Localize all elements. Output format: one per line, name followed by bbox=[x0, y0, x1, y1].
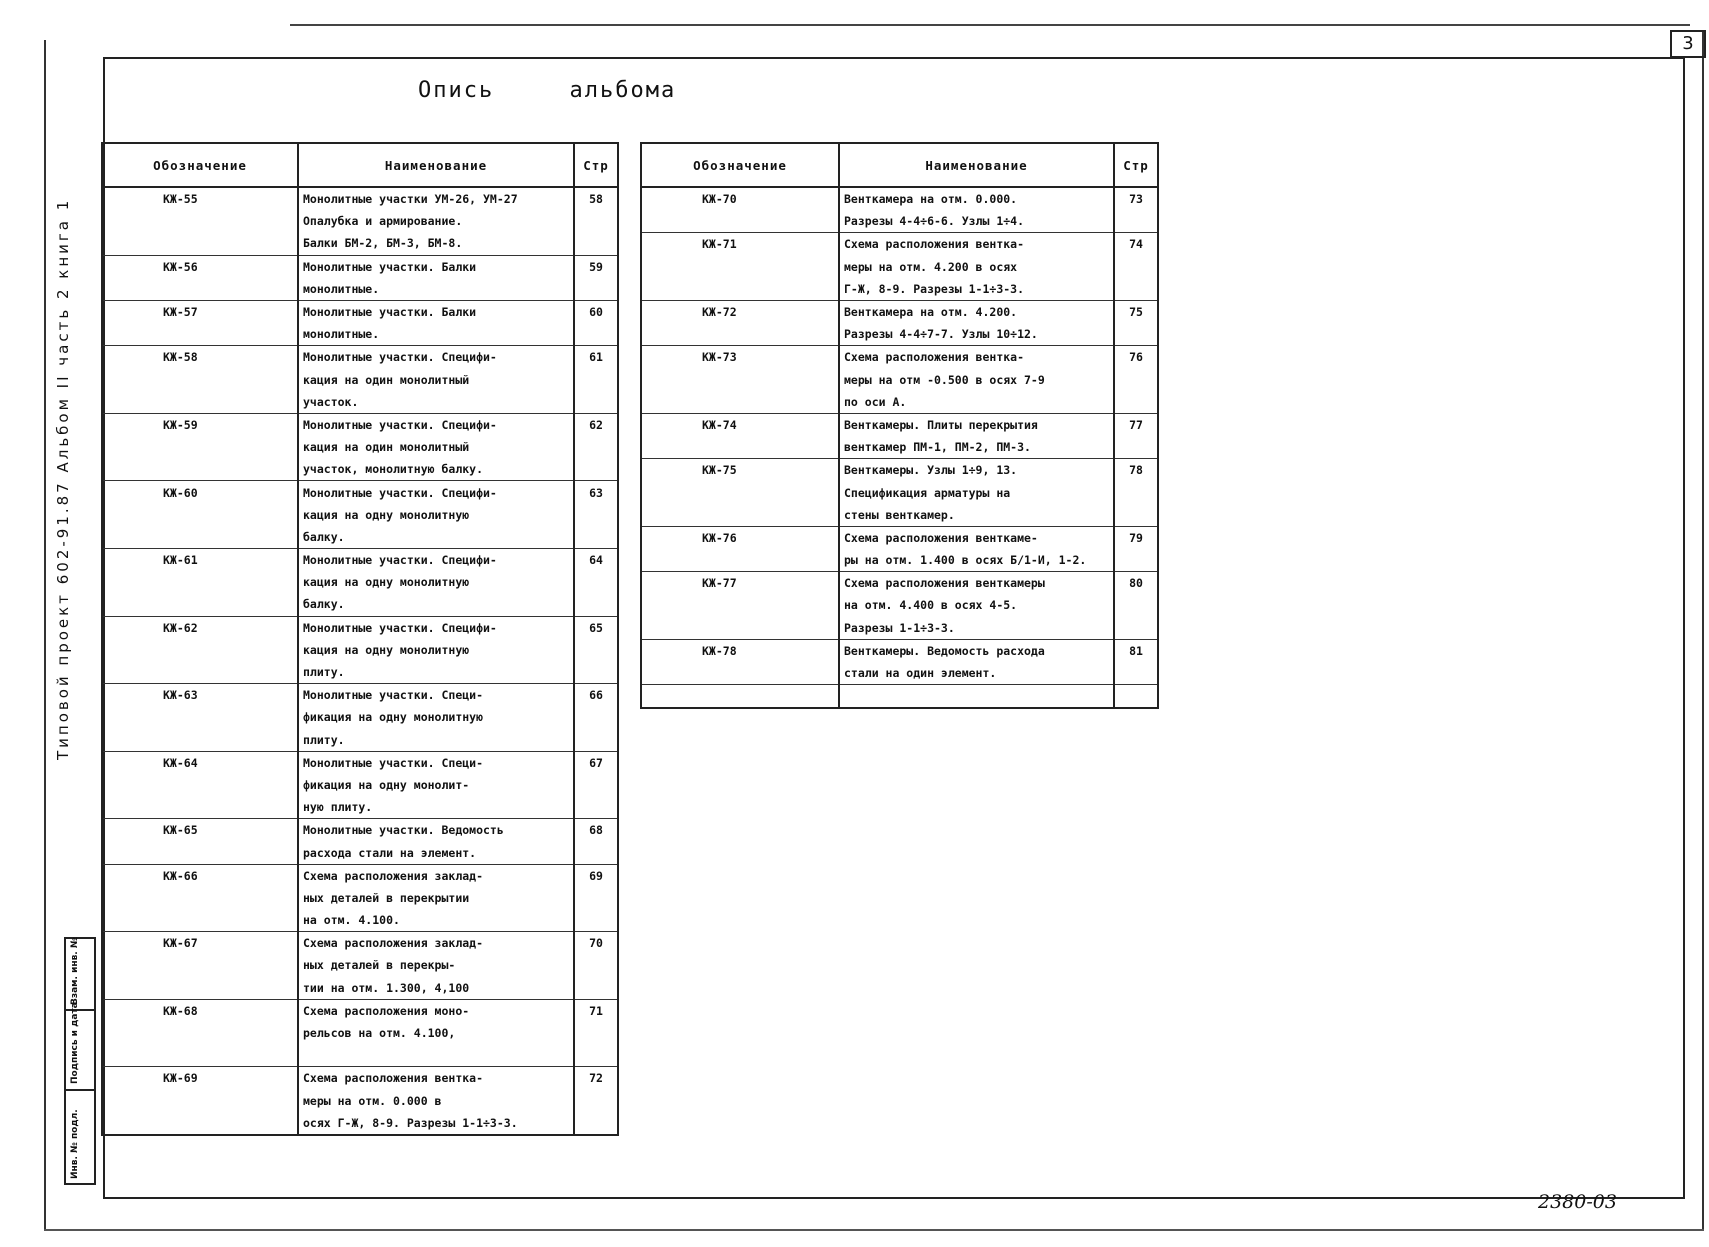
cell-page bbox=[1114, 256, 1158, 278]
bottom-border-line bbox=[44, 1229, 1704, 1231]
cell-page: 74 bbox=[1114, 233, 1158, 256]
table-row bbox=[102, 300, 618, 323]
table-row bbox=[102, 481, 618, 504]
cell-name: стали на один элемент. bbox=[839, 662, 1114, 685]
cell-name: плиту. bbox=[298, 729, 574, 752]
cell-name: Опалубка и армирование. bbox=[298, 210, 574, 232]
cell-page bbox=[1114, 210, 1158, 233]
cell-name: Монолитные участки. Специфи- bbox=[298, 616, 574, 639]
cell-name: участок. bbox=[298, 391, 574, 414]
cell-code: КЖ-56 bbox=[102, 255, 298, 278]
cell-code: КЖ-61 bbox=[102, 549, 298, 572]
cell-code bbox=[641, 278, 839, 301]
cell-name: балку. bbox=[298, 526, 574, 549]
cell-name: Схема расположения вентка- bbox=[298, 1067, 574, 1090]
cell-page bbox=[574, 1112, 618, 1135]
cell-name: Монолитные участки. Балки bbox=[298, 255, 574, 278]
cell-name: Схема расположения венткамеры bbox=[839, 572, 1114, 595]
title-word-2: альбома bbox=[569, 78, 677, 103]
cell-page bbox=[574, 1044, 618, 1067]
column-header-page: Стр bbox=[1114, 143, 1158, 187]
cell-page bbox=[1114, 391, 1158, 414]
cell-code bbox=[102, 458, 298, 481]
column-header-code: Обозначение bbox=[641, 143, 839, 187]
column-header-code: Обозначение bbox=[102, 143, 298, 187]
cell-page bbox=[574, 593, 618, 616]
table-row bbox=[102, 796, 618, 819]
table-row bbox=[102, 841, 618, 864]
cell-name: ры на отм. 1.400 в осях Б/1-И, 1-2. bbox=[839, 549, 1114, 572]
table-row bbox=[102, 436, 618, 458]
cell-name: ных деталей в перекры- bbox=[298, 954, 574, 976]
cell-name: монолитные. bbox=[298, 278, 574, 301]
table-row bbox=[102, 504, 618, 526]
cell-page bbox=[1114, 662, 1158, 685]
cell-name: на отм. 4.400 в осях 4-5. bbox=[839, 594, 1114, 616]
table-row bbox=[641, 549, 1158, 572]
cell-code bbox=[102, 729, 298, 752]
cell-page bbox=[574, 887, 618, 909]
cell-name: кация на одну монолитную bbox=[298, 639, 574, 661]
table-row bbox=[641, 526, 1158, 549]
cell-code bbox=[102, 706, 298, 728]
table-row bbox=[102, 278, 618, 301]
cell-name: по оси А. bbox=[839, 391, 1114, 414]
cell-page: 77 bbox=[1114, 413, 1158, 436]
cell-code: КЖ-67 bbox=[102, 932, 298, 955]
cell-name: Монолитные участки. Специфи- bbox=[298, 413, 574, 436]
table-row bbox=[102, 887, 618, 909]
cell-code bbox=[641, 436, 839, 459]
cell-name: меры на отм. 0.000 в bbox=[298, 1090, 574, 1112]
document-number: 2380-03 bbox=[1538, 1191, 1617, 1213]
cell-page: 69 bbox=[574, 864, 618, 887]
table-row bbox=[102, 706, 618, 728]
cell-code bbox=[641, 481, 839, 503]
left-border-line bbox=[44, 40, 46, 1230]
cell-page bbox=[574, 458, 618, 481]
cell-name: Разрезы 4-4÷6-6. Узлы 1÷4. bbox=[839, 210, 1114, 233]
top-border-line bbox=[290, 24, 1690, 26]
cell-page: 64 bbox=[574, 549, 618, 572]
cell-name: рельсов на отм. 4.100, bbox=[298, 1022, 574, 1044]
table-row bbox=[641, 323, 1158, 346]
cell-code: КЖ-60 bbox=[102, 481, 298, 504]
table-row bbox=[641, 594, 1158, 616]
cell-name: фикация на одну монолит- bbox=[298, 774, 574, 796]
cell-page bbox=[1114, 481, 1158, 503]
right-border-line bbox=[1702, 30, 1704, 1230]
cell-code: КЖ-76 bbox=[641, 526, 839, 549]
cell-code bbox=[102, 977, 298, 1000]
cell-name: монолитные. bbox=[298, 323, 574, 346]
cell-name: кация на одну монолитную bbox=[298, 504, 574, 526]
cell-code bbox=[102, 774, 298, 796]
cell-name: Венткамеры. Узлы 1÷9, 13. bbox=[839, 459, 1114, 482]
table-row bbox=[102, 549, 618, 572]
cell-code: КЖ-74 bbox=[641, 413, 839, 436]
sheet-number: 3 bbox=[1670, 30, 1706, 58]
cell-page bbox=[1114, 323, 1158, 346]
table-row bbox=[641, 300, 1158, 323]
cell-page bbox=[574, 639, 618, 661]
cell-name: Монолитные участки. Балки bbox=[298, 300, 574, 323]
table-row bbox=[641, 504, 1158, 527]
table-row bbox=[102, 819, 618, 842]
cell-code: КЖ-72 bbox=[641, 300, 839, 323]
cell-name: Разрезы 1-1÷3-3. bbox=[839, 617, 1114, 640]
cell-code: КЖ-73 bbox=[641, 346, 839, 369]
table-row bbox=[102, 458, 618, 481]
table-row bbox=[102, 661, 618, 684]
table-row bbox=[102, 1090, 618, 1112]
cell-name: Балки БМ-2, БМ-3, БМ-8. bbox=[298, 232, 574, 255]
cell-name: Спецификация арматуры на bbox=[839, 481, 1114, 503]
cell-code bbox=[102, 661, 298, 684]
cell-name: фикация на одну монолитную bbox=[298, 706, 574, 728]
cell-page bbox=[574, 1090, 618, 1112]
cell-code bbox=[102, 1090, 298, 1112]
cell-page: 70 bbox=[574, 932, 618, 955]
cell-code: КЖ-55 bbox=[102, 187, 298, 210]
cell-page bbox=[574, 526, 618, 549]
cell-name: Схема расположения вентка- bbox=[839, 233, 1114, 256]
cell-page: 78 bbox=[1114, 459, 1158, 482]
table-row bbox=[102, 187, 618, 210]
inventory-table-left bbox=[101, 142, 619, 1136]
cell-name: Венткамеры. Ведомость расхода bbox=[839, 639, 1114, 662]
cell-name: Монолитные участки УМ-26, УМ-27 bbox=[298, 187, 574, 210]
table-row bbox=[102, 1067, 618, 1090]
table-row bbox=[102, 774, 618, 796]
cell-page: 67 bbox=[574, 751, 618, 774]
cell-code bbox=[641, 210, 839, 233]
cell-page bbox=[574, 504, 618, 526]
cell-page bbox=[1114, 549, 1158, 572]
cell-code bbox=[102, 369, 298, 391]
cell-page: 66 bbox=[574, 684, 618, 707]
table-row bbox=[102, 571, 618, 593]
cell-name: Схема расположения заклад- bbox=[298, 932, 574, 955]
cell-code bbox=[641, 256, 839, 278]
cell-name: Монолитные участки. Специфи- bbox=[298, 346, 574, 369]
cell-code bbox=[102, 1112, 298, 1135]
cell-code bbox=[102, 232, 298, 255]
cell-name: Венткамера на отм. 4.200. bbox=[839, 300, 1114, 323]
table-row bbox=[641, 617, 1158, 640]
cell-page bbox=[574, 232, 618, 255]
cell-code bbox=[102, 954, 298, 976]
cell-page: 63 bbox=[574, 481, 618, 504]
table-row bbox=[102, 616, 618, 639]
cell-code: КЖ-65 bbox=[102, 819, 298, 842]
cell-code: КЖ-78 bbox=[641, 639, 839, 662]
table-row bbox=[641, 369, 1158, 391]
cell-code bbox=[641, 617, 839, 640]
table-row bbox=[641, 346, 1158, 369]
cell-code bbox=[102, 571, 298, 593]
table-row bbox=[102, 391, 618, 414]
cell-page bbox=[574, 571, 618, 593]
right-table-body bbox=[641, 187, 1158, 708]
cell-name: балку. bbox=[298, 593, 574, 616]
cell-page bbox=[574, 391, 618, 414]
table-row bbox=[102, 729, 618, 752]
table-row bbox=[102, 999, 618, 1022]
table-row bbox=[641, 662, 1158, 685]
cell-code bbox=[102, 796, 298, 819]
cell-code: КЖ-57 bbox=[102, 300, 298, 323]
cell-code: КЖ-62 bbox=[102, 616, 298, 639]
cell-name: ную плиту. bbox=[298, 796, 574, 819]
cell-page: 65 bbox=[574, 616, 618, 639]
table-row bbox=[641, 436, 1158, 459]
cell-page bbox=[574, 1022, 618, 1044]
table-row bbox=[102, 864, 618, 887]
stamp-label-inv: Инв. № подл. bbox=[70, 1109, 80, 1179]
table-row bbox=[641, 233, 1158, 256]
cell-page bbox=[1114, 594, 1158, 616]
table-row bbox=[641, 210, 1158, 233]
cell-page: 73 bbox=[1114, 187, 1158, 210]
cell-name: на отм. 4.100. bbox=[298, 909, 574, 932]
table-row bbox=[102, 346, 618, 369]
cell-code bbox=[102, 1044, 298, 1067]
cell-code bbox=[102, 526, 298, 549]
cell-name: Схема расположения вентка- bbox=[839, 346, 1114, 369]
table-row bbox=[641, 639, 1158, 662]
cell-page: 79 bbox=[1114, 526, 1158, 549]
stamp-label-sign: Подпись и дата bbox=[70, 1002, 80, 1084]
cell-code: КЖ-68 bbox=[102, 999, 298, 1022]
cell-name: кация на одну монолитную bbox=[298, 571, 574, 593]
cell-name: расхода стали на элемент. bbox=[298, 841, 574, 864]
cell-code: КЖ-71 bbox=[641, 233, 839, 256]
cell-page bbox=[574, 369, 618, 391]
cell-name: осях Г-Ж, 8-9. Разрезы 1-1÷3-3. bbox=[298, 1112, 574, 1135]
cell-page bbox=[574, 210, 618, 232]
cell-name: Схема расположения венткаме- bbox=[839, 526, 1114, 549]
table-row bbox=[102, 977, 618, 1000]
table-row bbox=[641, 685, 1158, 709]
cell-name: Венткамеры. Плиты перекрытия bbox=[839, 413, 1114, 436]
cell-name: Венткамера на отм. 0.000. bbox=[839, 187, 1114, 210]
cell-page bbox=[1114, 369, 1158, 391]
cell-code bbox=[641, 549, 839, 572]
table-row bbox=[102, 255, 618, 278]
table-row bbox=[102, 526, 618, 549]
column-header-page: Стр bbox=[574, 143, 618, 187]
cell-code bbox=[641, 662, 839, 685]
cell-code: КЖ-69 bbox=[102, 1067, 298, 1090]
table-row bbox=[102, 751, 618, 774]
table-row bbox=[102, 232, 618, 255]
cell-page: 76 bbox=[1114, 346, 1158, 369]
table-row bbox=[102, 323, 618, 346]
table-row bbox=[102, 1022, 618, 1044]
cell-code bbox=[102, 639, 298, 661]
cell-code: КЖ-64 bbox=[102, 751, 298, 774]
cell-name: Схема расположения заклад- bbox=[298, 864, 574, 887]
table-row bbox=[641, 187, 1158, 210]
cell-page bbox=[1114, 685, 1158, 709]
cell-name: Монолитные участки. Специ- bbox=[298, 684, 574, 707]
cell-name: Монолитные участки. Специфи- bbox=[298, 481, 574, 504]
page-title bbox=[418, 78, 736, 103]
cell-name bbox=[839, 685, 1114, 709]
cell-code bbox=[102, 887, 298, 909]
cell-code bbox=[102, 436, 298, 458]
cell-page bbox=[574, 954, 618, 976]
stamp-label-replace: Взам. инв. № bbox=[70, 937, 80, 1005]
table-row bbox=[641, 459, 1158, 482]
side-project-label: Типовой проект 602-91.87 Альбом II часть 2 книга 1 bbox=[54, 197, 72, 760]
table-row bbox=[641, 256, 1158, 278]
cell-code: КЖ-58 bbox=[102, 346, 298, 369]
cell-code bbox=[102, 841, 298, 864]
cell-name: Монолитные участки. Ведомость bbox=[298, 819, 574, 842]
cell-name: тии на отм. 1.300, 4,100 bbox=[298, 977, 574, 1000]
cell-name bbox=[298, 1044, 574, 1067]
cell-code bbox=[102, 1022, 298, 1044]
cell-name: кация на один монолитный bbox=[298, 369, 574, 391]
table-row bbox=[641, 278, 1158, 301]
title-word-1: Опись bbox=[418, 78, 495, 103]
cell-code bbox=[102, 593, 298, 616]
cell-page: 75 bbox=[1114, 300, 1158, 323]
cell-code: КЖ-59 bbox=[102, 413, 298, 436]
table-row bbox=[102, 1112, 618, 1135]
cell-page: 72 bbox=[574, 1067, 618, 1090]
cell-page: 71 bbox=[574, 999, 618, 1022]
cell-name: венткамер ПМ-1, ПМ-2, ПМ-3. bbox=[839, 436, 1114, 459]
cell-page: 58 bbox=[574, 187, 618, 210]
cell-page bbox=[574, 323, 618, 346]
cell-page: 59 bbox=[574, 255, 618, 278]
cell-code: КЖ-66 bbox=[102, 864, 298, 887]
cell-code bbox=[102, 909, 298, 932]
cell-name: плиту. bbox=[298, 661, 574, 684]
cell-name: Схема расположения моно- bbox=[298, 999, 574, 1022]
table-row bbox=[102, 210, 618, 232]
cell-code bbox=[102, 504, 298, 526]
table-row bbox=[102, 369, 618, 391]
inventory-table-right bbox=[640, 142, 1159, 709]
cell-page: 62 bbox=[574, 413, 618, 436]
column-header-name: Наименование bbox=[839, 143, 1114, 187]
cell-code bbox=[102, 391, 298, 414]
cell-page bbox=[574, 661, 618, 684]
cell-code bbox=[102, 278, 298, 301]
table-row bbox=[102, 1044, 618, 1067]
cell-page bbox=[574, 977, 618, 1000]
table-row bbox=[102, 639, 618, 661]
table-row bbox=[102, 684, 618, 707]
cell-page bbox=[1114, 504, 1158, 527]
cell-page bbox=[574, 706, 618, 728]
cell-page bbox=[1114, 617, 1158, 640]
cell-page bbox=[574, 841, 618, 864]
cell-code bbox=[641, 685, 839, 709]
cell-code bbox=[102, 210, 298, 232]
cell-name: кация на один монолитный bbox=[298, 436, 574, 458]
cell-page bbox=[574, 436, 618, 458]
cell-code: КЖ-63 bbox=[102, 684, 298, 707]
cell-name: Монолитные участки. Специ- bbox=[298, 751, 574, 774]
cell-page: 80 bbox=[1114, 572, 1158, 595]
cell-page bbox=[574, 909, 618, 932]
cell-page: 68 bbox=[574, 819, 618, 842]
cell-page: 81 bbox=[1114, 639, 1158, 662]
cell-page bbox=[574, 774, 618, 796]
cell-page bbox=[1114, 436, 1158, 459]
cell-page bbox=[1114, 278, 1158, 301]
cell-name: Г-Ж, 8-9. Разрезы 1-1÷3-3. bbox=[839, 278, 1114, 301]
cell-page bbox=[574, 278, 618, 301]
cell-page bbox=[574, 796, 618, 819]
cell-code bbox=[102, 323, 298, 346]
table-row bbox=[102, 909, 618, 932]
column-header-name: Наименование bbox=[298, 143, 574, 187]
table-row bbox=[102, 593, 618, 616]
cell-code: КЖ-77 bbox=[641, 572, 839, 595]
cell-name: участок, монолитную балку. bbox=[298, 458, 574, 481]
cell-name: меры на отм -0.500 в осях 7-9 bbox=[839, 369, 1114, 391]
table-row bbox=[641, 481, 1158, 503]
table-row bbox=[641, 572, 1158, 595]
table-row bbox=[102, 954, 618, 976]
cell-name: Монолитные участки. Специфи- bbox=[298, 549, 574, 572]
cell-name: Разрезы 4-4÷7-7. Узлы 10÷12. bbox=[839, 323, 1114, 346]
table-row bbox=[641, 391, 1158, 414]
table-row bbox=[102, 413, 618, 436]
table-row bbox=[641, 413, 1158, 436]
cell-page: 61 bbox=[574, 346, 618, 369]
cell-page bbox=[574, 729, 618, 752]
cell-page: 60 bbox=[574, 300, 618, 323]
cell-code: КЖ-70 bbox=[641, 187, 839, 210]
left-table-body bbox=[102, 187, 618, 1135]
cell-code: КЖ-75 bbox=[641, 459, 839, 482]
cell-code bbox=[641, 594, 839, 616]
cell-code bbox=[641, 504, 839, 527]
approval-stamp bbox=[64, 937, 96, 1185]
cell-name: меры на отм. 4.200 в осях bbox=[839, 256, 1114, 278]
cell-code bbox=[641, 391, 839, 414]
cell-name: ных деталей в перекрытии bbox=[298, 887, 574, 909]
cell-code bbox=[641, 369, 839, 391]
cell-name: стены венткамер. bbox=[839, 504, 1114, 527]
cell-code bbox=[641, 323, 839, 346]
table-row bbox=[102, 932, 618, 955]
